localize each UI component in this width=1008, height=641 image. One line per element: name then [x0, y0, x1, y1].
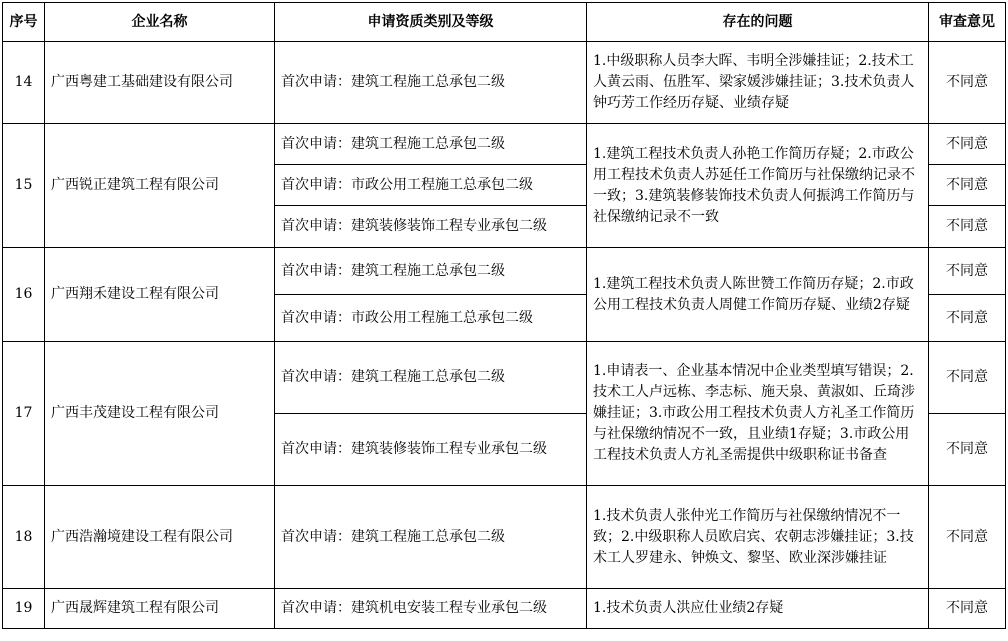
table-row — [3, 342, 1006, 414]
review-opinion: 不同意 — [929, 414, 1006, 486]
qualification-type: 首次申请：建筑工程施工总承包二级 — [275, 342, 587, 414]
issue-description: 1.中级职称人员李大晖、韦明全涉嫌挂证；2.技术工人黄云雨、伍胜军、梁家媛涉嫌挂证；3.技术负责人钟巧芳工作经历存疑、业绩存疑 — [587, 42, 929, 124]
company-name: 广西浩瀚境建设工程有限公司 — [45, 486, 275, 589]
table-row — [3, 124, 1006, 165]
review-table — [2, 2, 1006, 629]
qualification-type: 首次申请：建筑工程施工总承包二级 — [275, 486, 587, 589]
qualification-type: 首次申请：建筑装修装饰工程专业承包二级 — [275, 414, 587, 486]
qualification-type: 首次申请：建筑工程施工总承包二级 — [275, 124, 587, 165]
table-row — [3, 589, 1006, 629]
issue-description: 1.申请表一、企业基本情况中企业类型填写错误；2.技术工人卢远栋、李志标、施天泉、黄淑如、丘琦涉嫌挂证；3.市政公用工程技术负责人方礼圣工作简历与社保缴纳情况不一致，且业绩1存疑；3.市政公用工程技术负责人方礼圣需提供中级职称证书备查 — [587, 342, 929, 486]
qualification-type: 首次申请：市政公用工程施工总承包二级 — [275, 295, 587, 342]
row-number: 14 — [3, 42, 45, 124]
review-opinion: 不同意 — [929, 124, 1006, 165]
review-opinion: 不同意 — [929, 589, 1006, 629]
header-no: 序号 — [3, 3, 45, 42]
company-name: 广西晟辉建筑工程有限公司 — [45, 589, 275, 629]
review-opinion: 不同意 — [929, 165, 1006, 206]
company-name: 广西粤建工基础建设有限公司 — [45, 42, 275, 124]
issue-description: 1.建筑工程技术负责人孙艳工作简历存疑；2.市政公用工程技术负责人苏延任工作简历与社保缴纳记录不一致；3.建筑装修装饰技术负责人何振鸿工作简历与社保缴纳记录不一致 — [587, 124, 929, 248]
issue-description: 1.技术负责人洪应仕业绩2存疑 — [587, 589, 929, 629]
table-row — [3, 42, 1006, 124]
row-number: 18 — [3, 486, 45, 589]
row-number: 15 — [3, 124, 45, 248]
table-row — [3, 248, 1006, 295]
header-row — [3, 3, 1006, 42]
header-company: 企业名称 — [45, 3, 275, 42]
qualification-type: 首次申请：建筑工程施工总承包二级 — [275, 42, 587, 124]
issue-description: 1.建筑工程技术负责人陈世赞工作简历存疑；2.市政公用工程技术负责人周健工作简历存疑、业绩2存疑 — [587, 248, 929, 342]
row-number: 17 — [3, 342, 45, 486]
row-number: 19 — [3, 589, 45, 629]
qualification-type: 首次申请：建筑机电安装工程专业承包二级 — [275, 589, 587, 629]
review-opinion: 不同意 — [929, 42, 1006, 124]
review-opinion: 不同意 — [929, 295, 1006, 342]
review-opinion: 不同意 — [929, 342, 1006, 414]
review-opinion: 不同意 — [929, 486, 1006, 589]
qualification-type: 首次申请：市政公用工程施工总承包二级 — [275, 165, 587, 206]
review-opinion: 不同意 — [929, 206, 1006, 248]
qualification-type: 首次申请：建筑工程施工总承包二级 — [275, 248, 587, 295]
row-number: 16 — [3, 248, 45, 342]
review-opinion: 不同意 — [929, 248, 1006, 295]
company-name: 广西锐正建筑工程有限公司 — [45, 124, 275, 248]
qualification-type: 首次申请：建筑装修装饰工程专业承包二级 — [275, 206, 587, 248]
issue-description: 1.技术负责人张仲光工作简历与社保缴纳情况不一致；2.中级职称人员欧启宾、农朝志涉嫌挂证；3.技术工人罗建永、钟焕文、黎坚、欧业深涉嫌挂证 — [587, 486, 929, 589]
header-opinion: 审查意见 — [929, 3, 1006, 42]
header-issues: 存在的问题 — [587, 3, 929, 42]
company-name: 广西翔禾建设工程有限公司 — [45, 248, 275, 342]
header-qualification: 申请资质类别及等级 — [275, 3, 587, 42]
table-row — [3, 486, 1006, 589]
company-name: 广西丰茂建设工程有限公司 — [45, 342, 275, 486]
